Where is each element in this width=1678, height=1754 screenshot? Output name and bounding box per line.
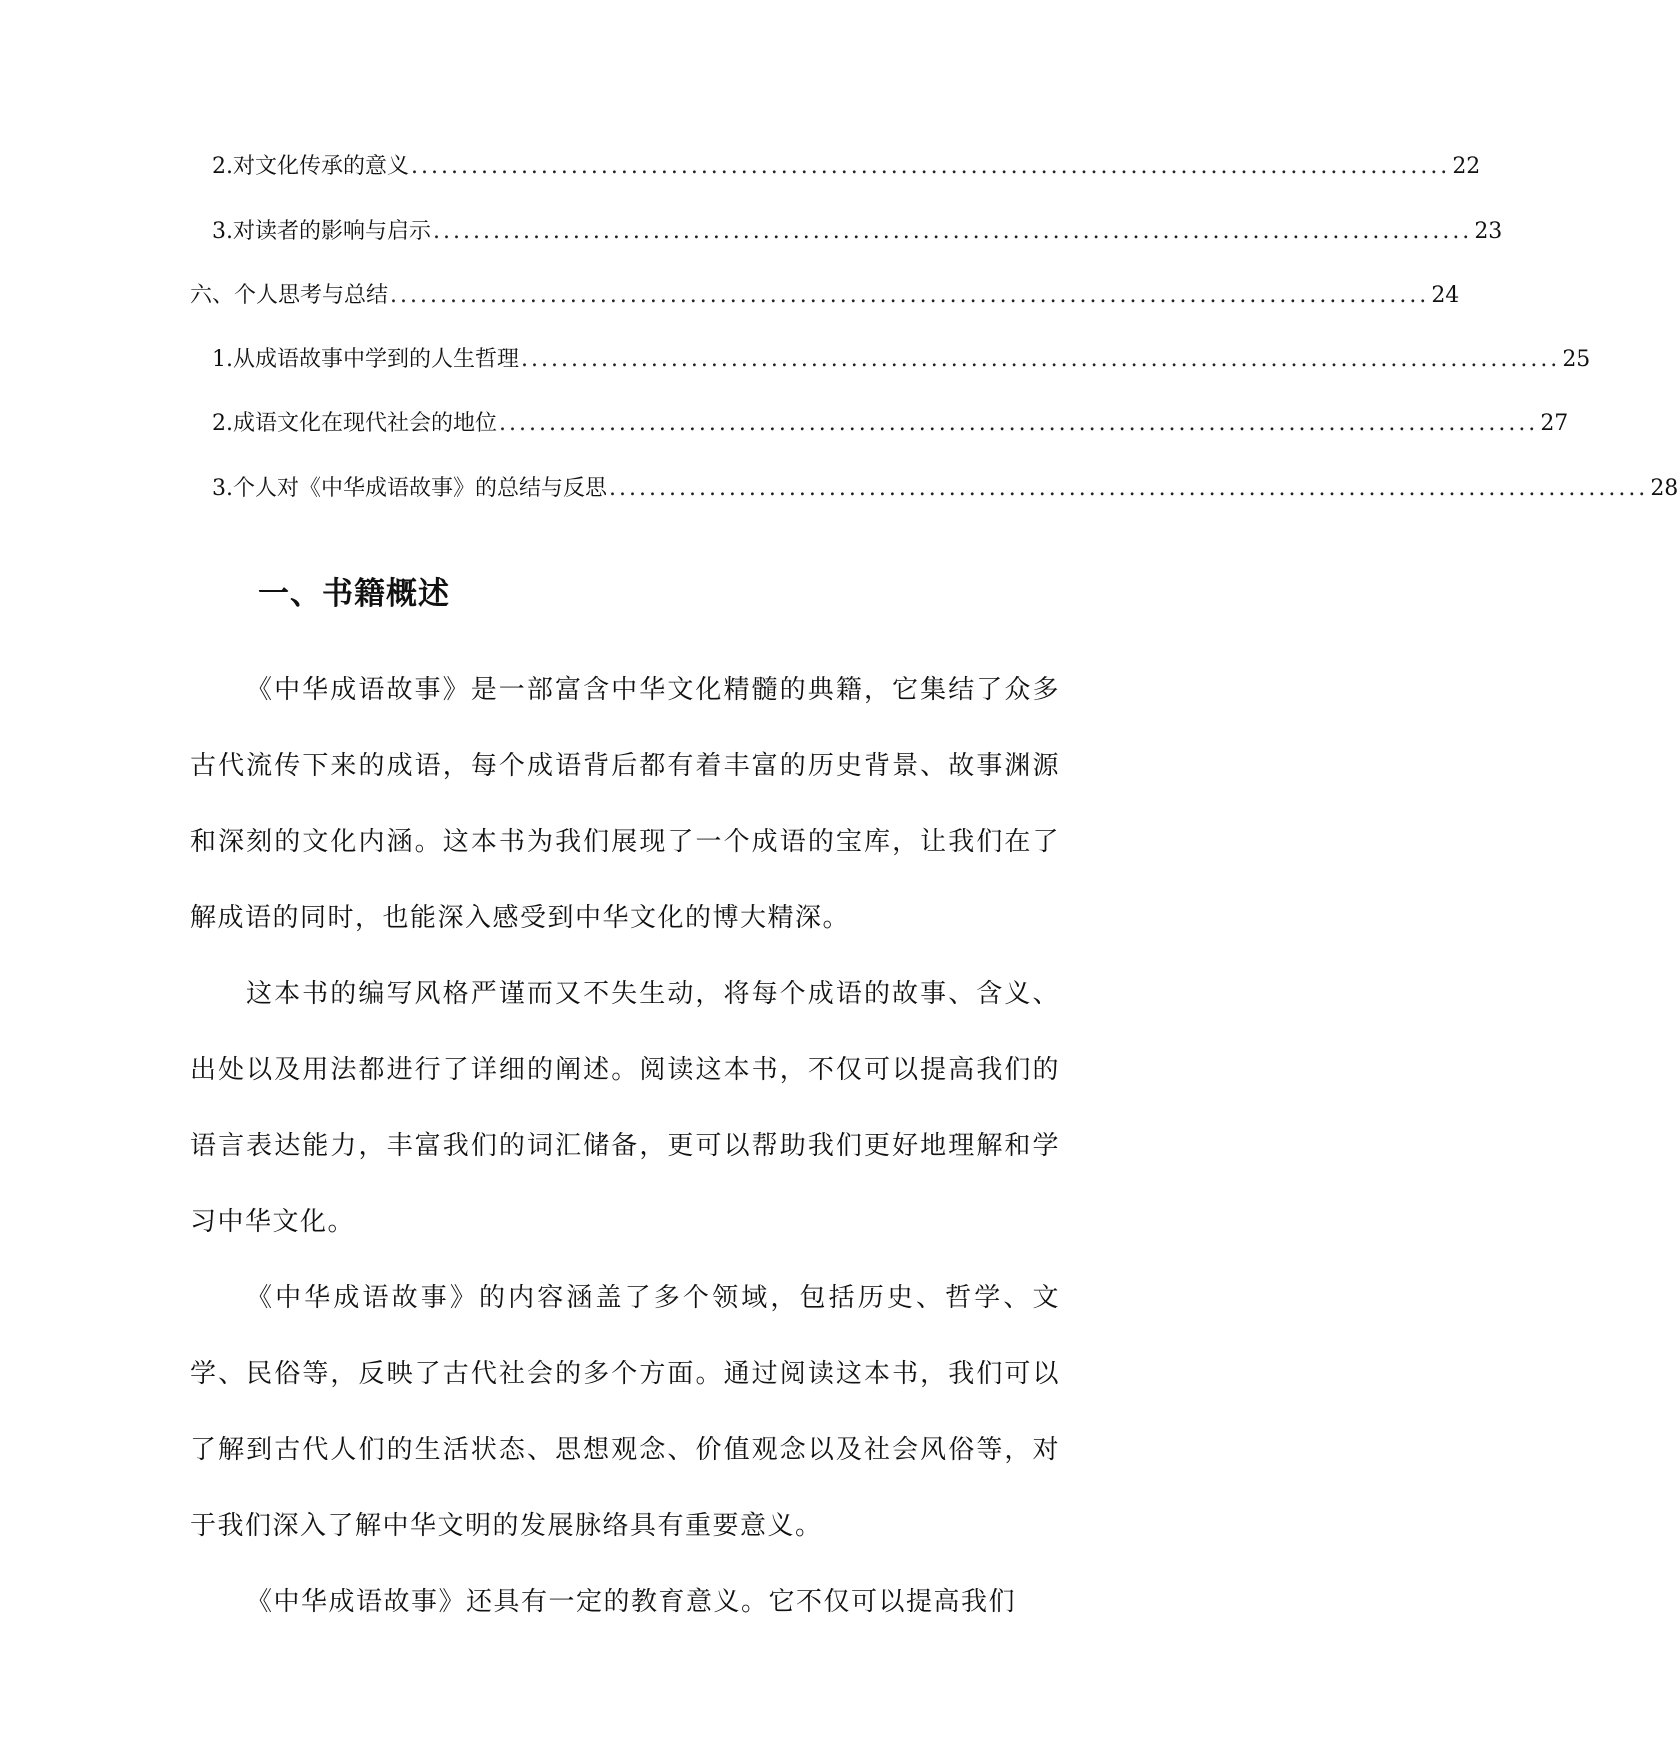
body-paragraph: 《中华成语故事》还具有一定的教育意义。它不仅可以提高我们 [246, 1587, 1017, 1617]
body-paragraph: 这本书的编写风格严谨而又不失生动，将每个成语的故事、含义、出处以及用法都进行了详细的阐述。阅读这本书，不仅可以提高我们的语言表达能力，丰富我们的词汇储备，更可以帮助我们更好地理解和学习中华文化。 [190, 979, 1060, 1237]
toc-entry-page: 23 [1474, 219, 1503, 244]
toc-entry-page: 25 [1562, 347, 1591, 372]
toc-entry-title: 从成语故事中学到的人生哲理 [233, 347, 520, 372]
toc-entry[interactable] [212, 147, 1481, 187]
body-paragraph: 《中华成语故事》的内容涵盖了多个领域，包括历史、哲学、文学、民俗等，反映了古代社会的多个方面。通过阅读这本书，我们可以了解到古代人们的生活状态、思想观念、价值观念以及社会风俗等，对于我们深入了解中华文明的发展脉络具有重要意义。 [190, 1283, 1060, 1541]
toc-entry[interactable] [212, 340, 1591, 380]
toc-entry[interactable] [212, 212, 1503, 252]
toc-leader-dots: ........................................................................................................ [390, 283, 1430, 308]
toc-entry-number: 3. [212, 476, 233, 501]
toc-leader-dots: ........................................................................................................ [411, 154, 1451, 179]
toc-leader-dots: ........................................................................................................ [609, 476, 1649, 501]
toc-entry-number: 3. [212, 219, 233, 244]
toc-entry-page: 27 [1540, 411, 1569, 436]
toc-entry-title: 对文化传承的意义 [233, 154, 410, 179]
toc-entry[interactable] [212, 469, 1678, 509]
toc-entry-chapter[interactable] [190, 276, 1460, 316]
toc-entry-number: 2. [212, 154, 233, 179]
toc-leader-dots: ........................................................................................................ [521, 347, 1561, 372]
toc-entry-title: 成语文化在现代社会的地位 [233, 411, 498, 436]
toc-entry-title: 个人对《中华成语故事》的总结与反思 [233, 476, 608, 501]
toc-entry-number: 1. [212, 347, 233, 372]
toc-leader-dots: ........................................................................................................ [499, 411, 1539, 436]
section-heading: 一、书籍概述 [258, 576, 450, 612]
toc-entry-number: 2. [212, 411, 233, 436]
toc-entry[interactable] [212, 404, 1569, 444]
toc-entry-title: 对读者的影响与启示 [233, 219, 432, 244]
toc-leader-dots: ........................................................................................................ [433, 219, 1473, 244]
toc-entry-page: 22 [1452, 154, 1481, 179]
toc-entry-page: 24 [1431, 283, 1460, 308]
body-paragraph: 《中华成语故事》是一部富含中华文化精髓的典籍，它集结了众多古代流传下来的成语，每个成语背后都有着丰富的历史背景、故事渊源和深刻的文化内涵。这本书为我们展现了一个成语的宝库，让我们在了解成语的同时，也能深入感受到中华文化的博大精深。 [190, 675, 1060, 933]
section-body [190, 652, 1060, 1640]
toc-entry-title: 六、个人思考与总结 [190, 283, 389, 308]
toc-entry-page: 28 [1650, 476, 1678, 501]
